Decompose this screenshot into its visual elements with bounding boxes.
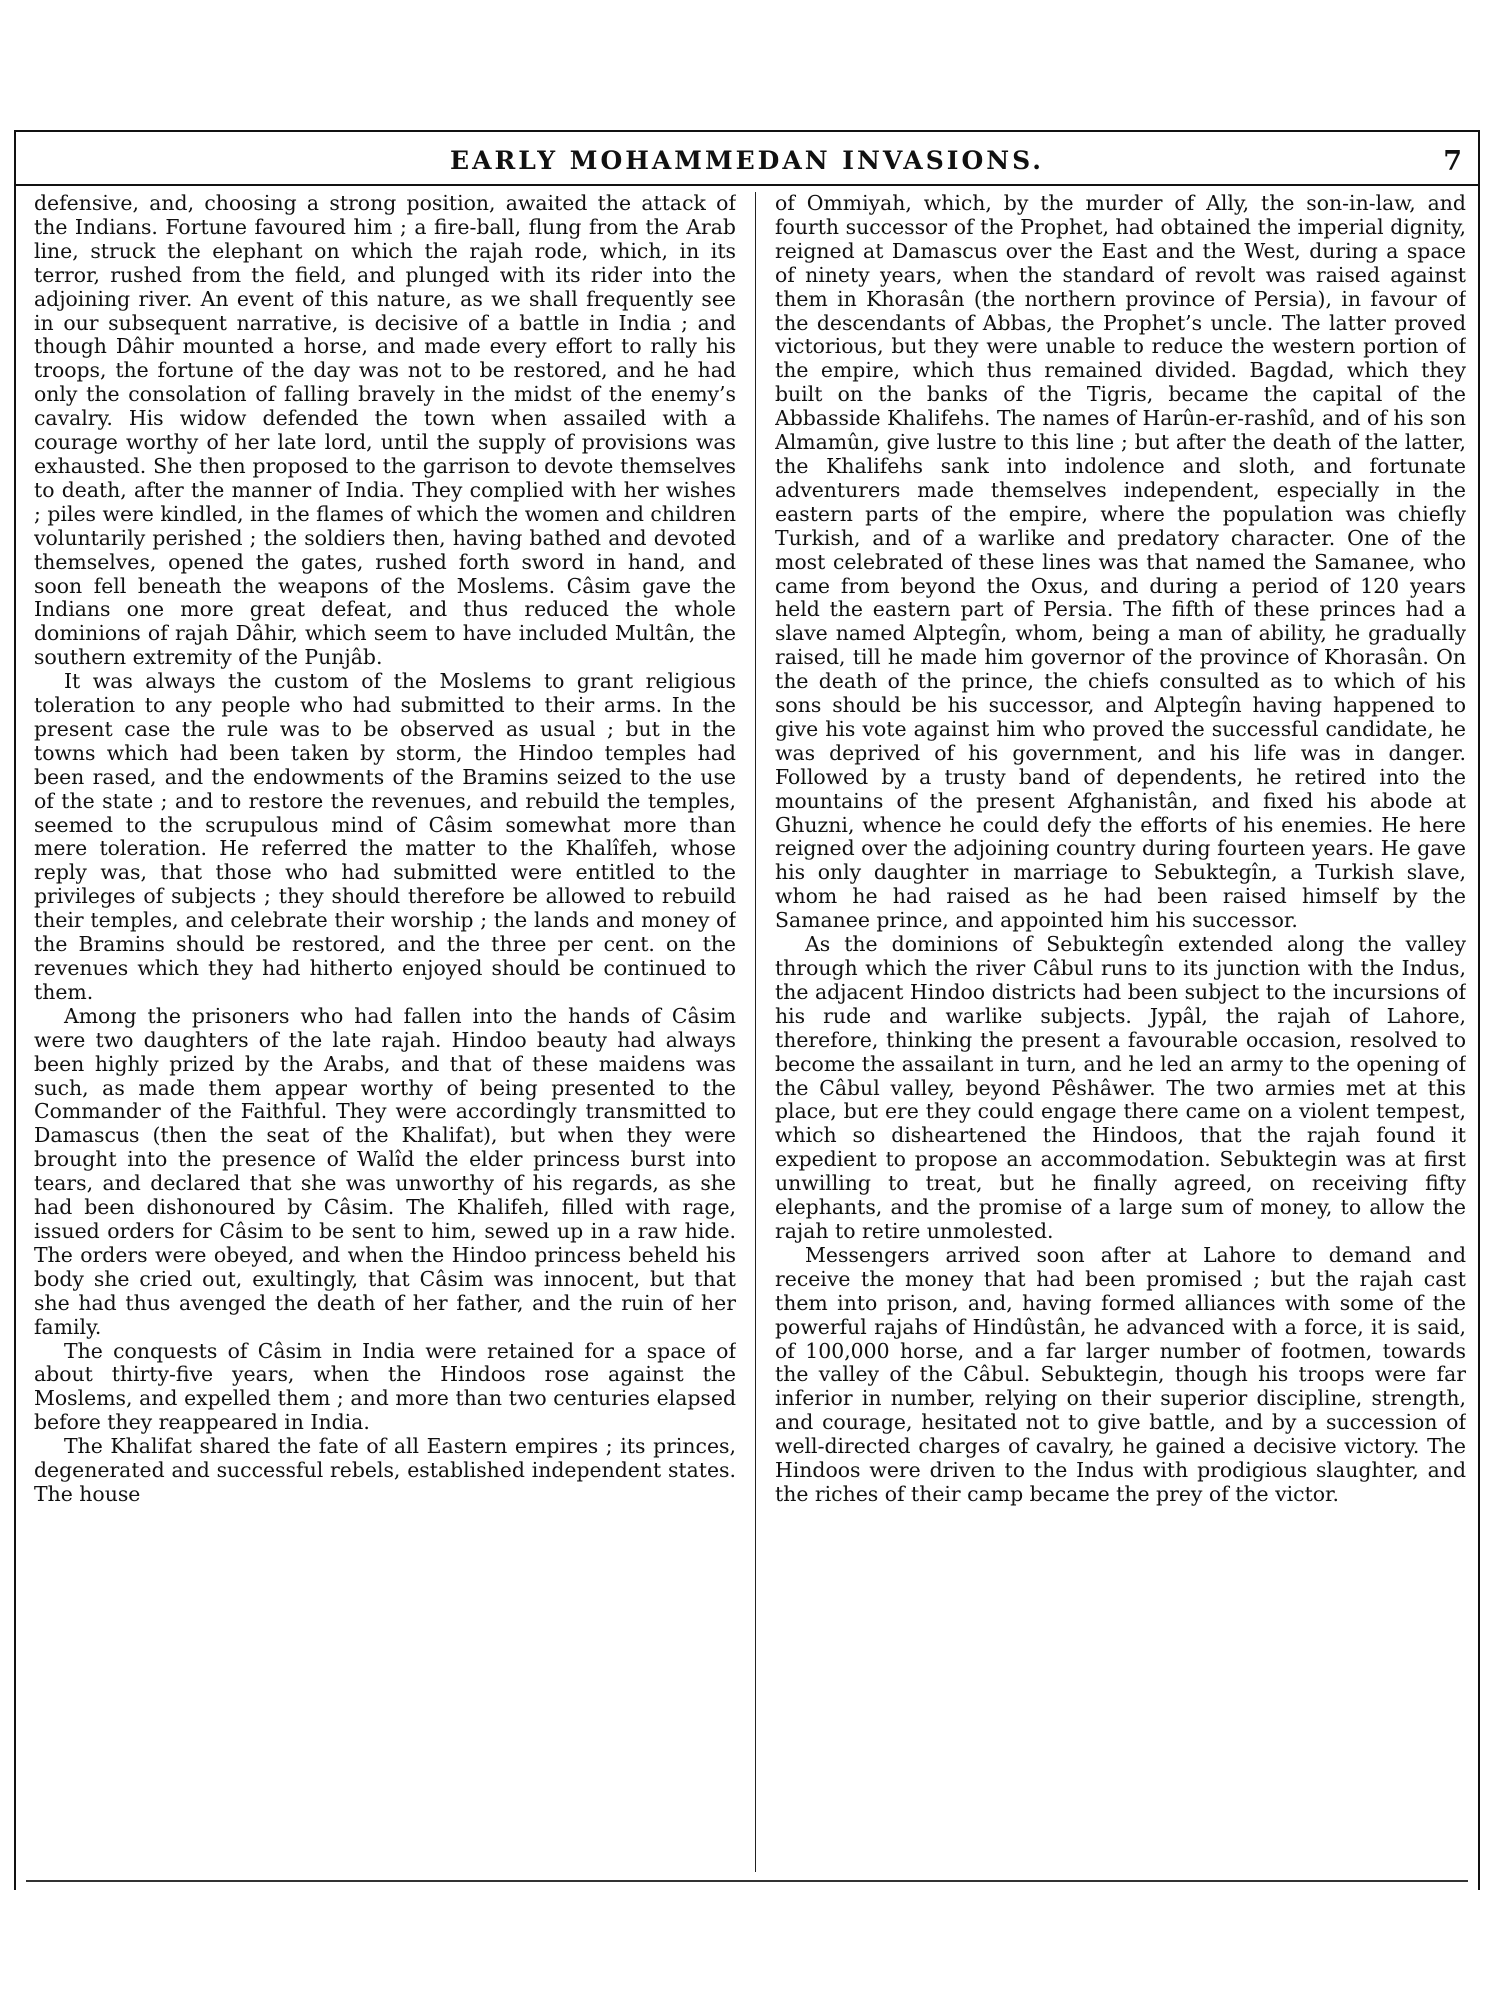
paragraph: The conquests of Câsim in India were retained for a space of about thirty-five years, when the Hindoos rose against the Moslems, and expelled them ; and more than two centuries elapsed before they reappeared in India.: [34, 1338, 736, 1435]
paragraph: of Ommiyah, which, by the murder of Ally, the son-in-law, and fourth successor of the Prophet, had obtained the imperial dignity, reigned at Damascus over the East and the West, during a space of ninety years, when the standard of revolt was raised against them in Khorasân (the northern province of Persia), in favour of the descendants of Abbas, the Prophet’s uncle. The latter proved victorious, but they were unable to reduce the western portion of the empire, which thus remained divided. Bagdad, which they built on the banks of the Tigris, became the capital of the Abbasside Khalifehs. The names of Harûn-er-rashîd, and of his son Almamûn, give lustre to this line ; but after the death of the latter, the Khalifehs sank into indolence and sloth, and fortunate adventurers made themselves independent, especially in the eastern parts of the empire, where the population was chiefly Turkish, and of a warlike and predatory character. One of the most celebrated of these lines was that named the Samanee, who came from beyond the Oxus, and during a period of 120 years held the eastern part of Persia. The fifth of these princes had a slave named Alptegîn, whom, being a man of ability, he gradually raised, till he made him governor of the province of Khorasân. On the death of the prince, the chiefs consulted as to which of his sons should be his successor, and Alptegîn having happened to give his vote against him who proved the successful candidate, he was deprived of his government, and his life was in danger. Followed by a trusty band of dependents, he retired into the mountains of the present Afghanistân, and fixed his abode at Ghuzni, whence he could defy the efforts of his enemies. He here reigned over the adjoining country during fourteen years. He gave his only daughter in marriage to Sebuktegîn, a Turkish slave, whom he had raised as he had been raised himself by the Samanee prince, and appointed him his successor.: [775, 192, 1466, 933]
paragraph: The Khalifat shared the fate of all Eastern empires ; its princes, degenerated and successful rebels, established independent states. The house: [34, 1434, 736, 1506]
paragraph: Among the prisoners who had fallen into the hands of Câsim were two daughters of the late rajah. Hindoo beauty had always been highly prized by the Arabs, and that of these maidens was such, as made them appear worthy of being presented to the Commander of the Faithful. They were accordingly transmitted to Damascus (then the seat of the Khalifat), but when they were brought into the presence of Walîd the elder princess burst into tears, and declared that she was unworthy of his regards, as she had been dishonoured by Câsim. The Khalifeh, filled with rage, issued orders for Câsim to be sent to him, sewed up in a raw hide. The orders were obeyed, and when the Hindoo princess beheld his body she cried out, exultingly, that Câsim was innocent, but that she had thus avenged the death of her father, and the ruin of her family.: [34, 1003, 736, 1339]
page-header: [14, 146, 1480, 182]
running-title: EARLY MOHAMMEDAN INVASIONS.: [450, 146, 1044, 175]
right-column: [775, 192, 1466, 1872]
bottom-rule: [26, 1880, 1468, 1882]
paragraph: Messengers arrived soon after at Lahore to demand and receive the money that had been promised ; but the rajah cast them into prison, and, having formed alliances with some of the powerful rajahs of Hindûstân, he advanced with a force, it is said, of 100,000 horse, and a far larger number of footmen, towards the valley of the Câbul. Sebuktegin, though his troops were far inferior in number, relying on their superior discipline, strength, and courage, hesitated not to give battle, and by a succession of well-directed charges of cavalry, he gained a decisive victory. The Hindoos were driven to the Indus with prodigious slaughter, and the riches of their camp became the prey of the victor.: [775, 1242, 1466, 1506]
paragraph: It was always the custom of the Moslems to grant religious toleration to any people who had submitted to their arms. In the present case the rule was to be observed as usual ; but in the towns which had been taken by storm, the Hindoo temples had been rased, and the endowments of the Bramins seized to the use of the state ; and to restore the revenues, and rebuild the temples, seemed to the scrupulous mind of Câsim somewhat more than mere toleration. He referred the matter to the Khalîfeh, whose reply was, that those who had submitted were entitled to the privileges of subjects ; they should therefore be allowed to rebuild their temples, and celebrate their worship ; the lands and money of the Bramins should be restored, and the three per cent. on the revenues which they had hitherto enjoyed should be continued to them.: [34, 669, 736, 1004]
left-column: [34, 192, 736, 1872]
paragraph: As the dominions of Sebuktegîn extended along the valley through which the river Câbul runs to its junction with the Indus, the adjacent Hindoo districts had been subject to the incursions of his rude and warlike subjects. Jypâl, the rajah of Lahore, therefore, thinking the present a favourable occasion, resolved to become the assailant in turn, and he led an army to the opening of the Câbul valley, beyond Pêshâwer. The two armies met at this place, but ere they could engage there came on a violent tempest, which so disheartened the Hindoos, that the rajah found it expedient to propose an accommodation. Sebuktegin was at first unwilling to treat, but he finally agreed, on receiving fifty elephants, and the promise of a large sum of money, to allow the rajah to retire unmolested.: [775, 932, 1466, 1243]
header-rule: [14, 184, 1480, 186]
column-divider: [755, 192, 756, 1872]
page-number: 7: [1443, 146, 1462, 177]
paragraph: defensive, and, choosing a strong position, awaited the attack of the Indians. Fortune favoured him ; a fire-ball, flung from the Arab line, struck the elephant on which the rajah rode, which, in its terror, rushed from the field, and plunged with its rider into the adjoining river. An event of this nature, as we shall frequently see in our subsequent narrative, is decisive of a battle in India ; and though Dâhir mounted a horse, and made every effort to rally his troops, the fortune of the day was not to be restored, and he had only the consolation of falling bravely in the midst of the enemy’s cavalry. His widow defended the town when assailed with a courage worthy of her late lord, until the supply of provisions was exhausted. She then proposed to the garrison to devote themselves to death, after the manner of India. They complied with her wishes ; piles were kindled, in the flames of which the women and children voluntarily perished ; the soldiers then, having bathed and devoted themselves, opened the gates, rushed forth sword in hand, and soon fell beneath the weapons of the Moslems. Câsim gave the Indians one more great defeat, and thus reduced the whole dominions of rajah Dâhir, which seem to have included Multân, the southern extremity of the Punjâb.: [34, 192, 736, 670]
